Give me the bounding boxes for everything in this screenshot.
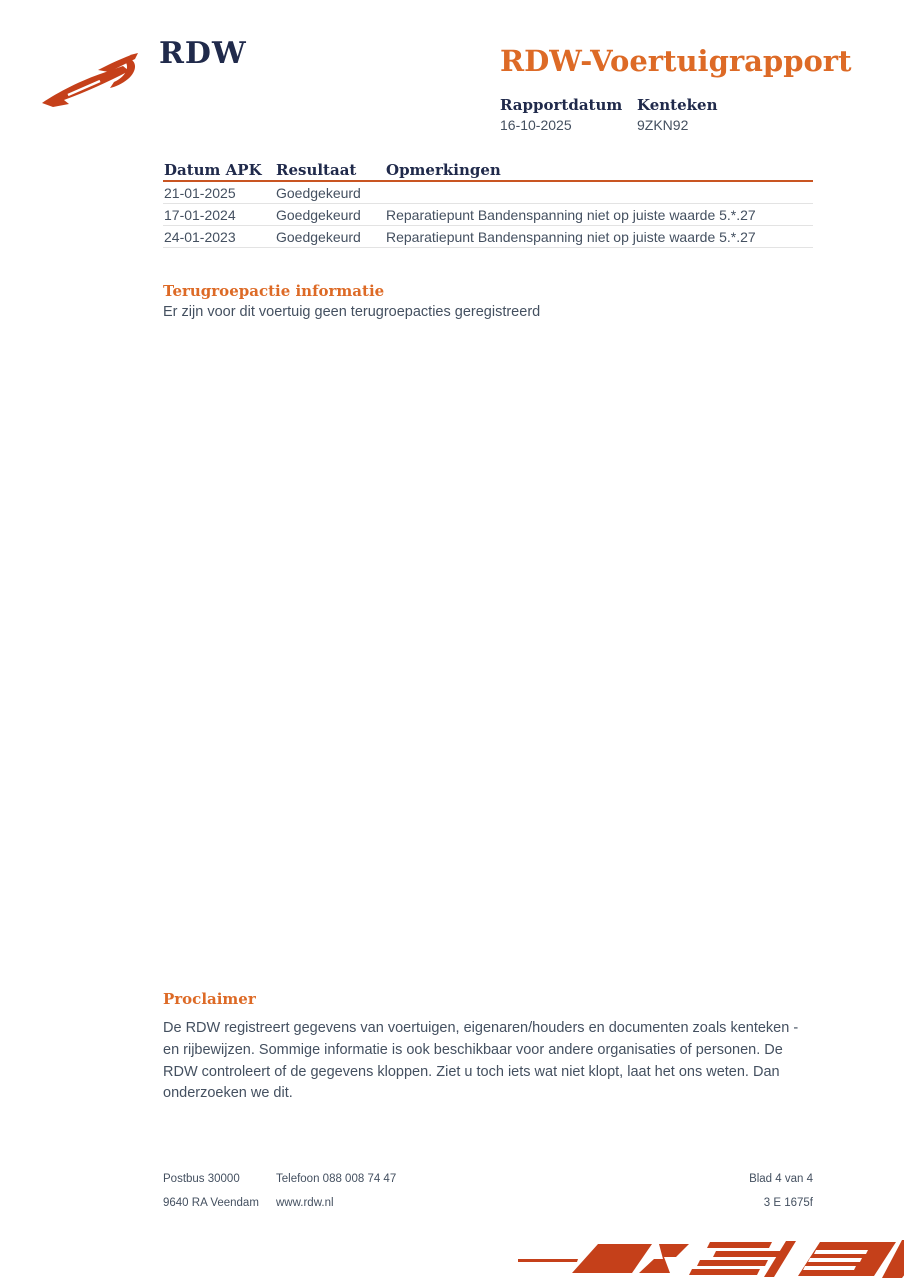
report-date-value: 16-10-2025 (500, 117, 572, 133)
cell-datum-apk: 24-01-2023 (164, 228, 236, 245)
proclaimer-body: De RDW registreert gegevens van voertuigen, eigenaren/houders en documenten zoals kenteken - en rijbewijzen. Sommige informatie is ook beschikbaar voor andere organisaties of personen. De RDW controleert of de gegevens kloppen. Ziet u toch iets wat niet klopt, laat het ons weten. Dan onderzoeken we dit. (163, 1020, 799, 1102)
footer-city: 9640 RA Veendam (163, 1197, 259, 1209)
proclaimer-heading: Proclaimer (163, 990, 256, 1008)
rdw-speed-stripes-icon (518, 1238, 904, 1280)
column-header-opmerkingen: Opmerkingen (386, 161, 501, 179)
footer-phone: Telefoon 088 008 74 47 (276, 1173, 397, 1185)
table-row (163, 226, 813, 248)
footer-document-code: 3 E 1675f (763, 1197, 813, 1209)
page-title: RDW-Voertuigrapport (500, 44, 852, 78)
rdw-logo-mark-icon (40, 52, 150, 112)
footer-website: www.rdw.nl (276, 1197, 334, 1209)
cell-datum-apk: 21-01-2025 (164, 184, 236, 201)
column-header-resultaat: Resultaat (276, 161, 357, 179)
recall-section-body: Er zijn voor dit voertuig geen terugroepacties geregistreerd (163, 304, 541, 320)
cell-resultaat: Goedgekeurd (276, 228, 361, 245)
cell-opmerkingen: Reparatiepunt Bandenspanning niet op juiste waarde 5.*.27 (386, 228, 756, 245)
apk-history-table (163, 160, 813, 248)
footer-page-indicator: Blad 4 van 4 (749, 1173, 813, 1185)
cell-resultaat: Goedgekeurd (276, 206, 361, 223)
footer-po-box: Postbus 30000 (163, 1173, 240, 1185)
license-plate-label: Kenteken (637, 96, 718, 114)
column-header-datum-apk: Datum APK (164, 161, 262, 179)
recall-section-heading: Terugroepactie informatie (163, 282, 385, 300)
license-plate-value: 9ZKN92 (637, 117, 689, 133)
table-row (163, 182, 813, 204)
cell-opmerkingen: Reparatiepunt Bandenspanning niet op juiste waarde 5.*.27 (386, 206, 756, 223)
table-header-row (163, 160, 813, 182)
rdw-logo-text: RDW (159, 36, 247, 71)
table-row (163, 204, 813, 226)
cell-datum-apk: 17-01-2024 (164, 206, 236, 223)
report-date-label: Rapportdatum (500, 96, 623, 114)
cell-resultaat: Goedgekeurd (276, 184, 361, 201)
